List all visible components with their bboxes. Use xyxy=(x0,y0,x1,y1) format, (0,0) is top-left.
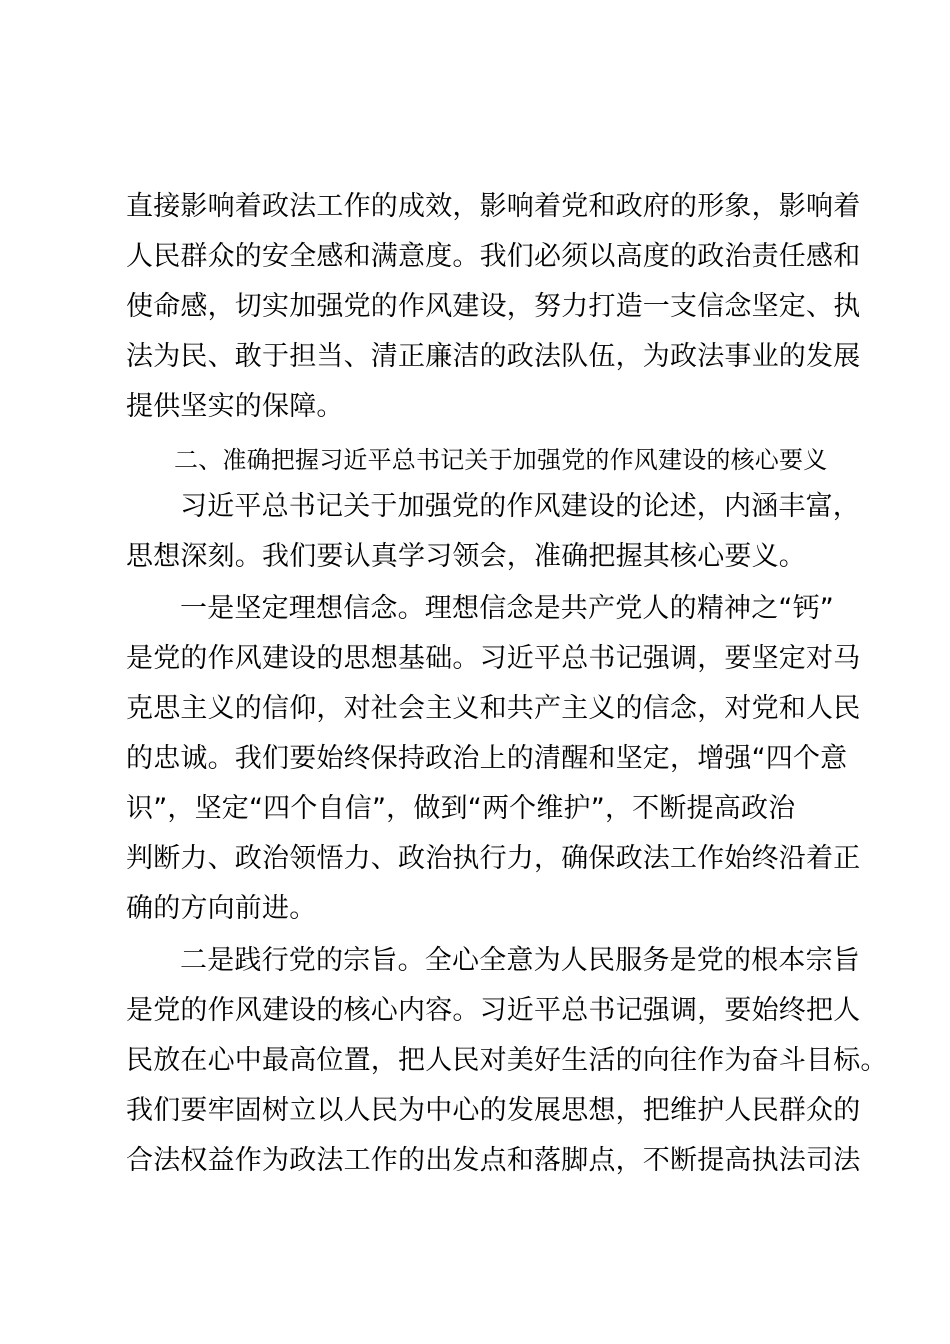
body-line: 识”，坚定“四个自信”，做到“两个维护”，不断提高政治 xyxy=(126,793,796,824)
body-line: 提供坚实的保障。 xyxy=(126,391,344,422)
body-line: 我们要牢固树立以人民为中心的发展思想，把维护人民群众的 xyxy=(126,1095,861,1126)
body-line: 是党的作风建设的核心内容。习近平总书记强调，要始终把人 xyxy=(126,995,861,1026)
body-line: 合法权益作为政法工作的出发点和落脚点，不断提高执法司法 xyxy=(126,1145,861,1176)
section-heading: 二、准确把握习近平总书记关于加强党的作风建设的核心要义 xyxy=(174,446,828,474)
body-line: 思想深刻。我们要认真学习领会，准确把握其核心要义。 xyxy=(126,541,806,572)
body-line: 法为民、敢于担当、清正廉洁的政法队伍，为政法事业的发展 xyxy=(126,341,861,372)
paragraph-first-line: 一是坚定理想信念。理想信念是共产党人的精神之“钙” xyxy=(180,593,834,624)
body-line: 判断力、政治领悟力、政治执行力，确保政法工作始终沿着正 xyxy=(126,843,861,874)
body-line: 的忠诚。我们要始终保持政治上的清醒和坚定，增强“四个意 xyxy=(126,743,848,774)
body-line: 直接影响着政法工作的成效，影响着党和政府的形象，影响着 xyxy=(126,191,861,222)
body-line: 使命感，切实加强党的作风建设，努力打造一支信念坚定、执 xyxy=(126,291,861,322)
paragraph-first-line: 习近平总书记关于加强党的作风建设的论述，内涵丰富， xyxy=(180,491,860,522)
body-line: 是党的作风建设的思想基础。习近平总书记强调，要坚定对马 xyxy=(126,643,861,674)
body-line: 民放在心中最高位置，把人民对美好生活的向往作为奋斗目标。 xyxy=(126,1045,888,1076)
document-body xyxy=(126,182,888,1186)
body-line: 克思主义的信仰，对社会主义和共产主义的信念，对党和人民 xyxy=(126,693,861,724)
body-line: 确的方向前进。 xyxy=(126,893,317,924)
paragraph-first-line: 二是践行党的宗旨。全心全意为人民服务是党的根本宗旨 xyxy=(180,945,860,976)
body-line: 人民群众的安全感和满意度。我们必须以高度的政治责任感和 xyxy=(126,241,861,272)
